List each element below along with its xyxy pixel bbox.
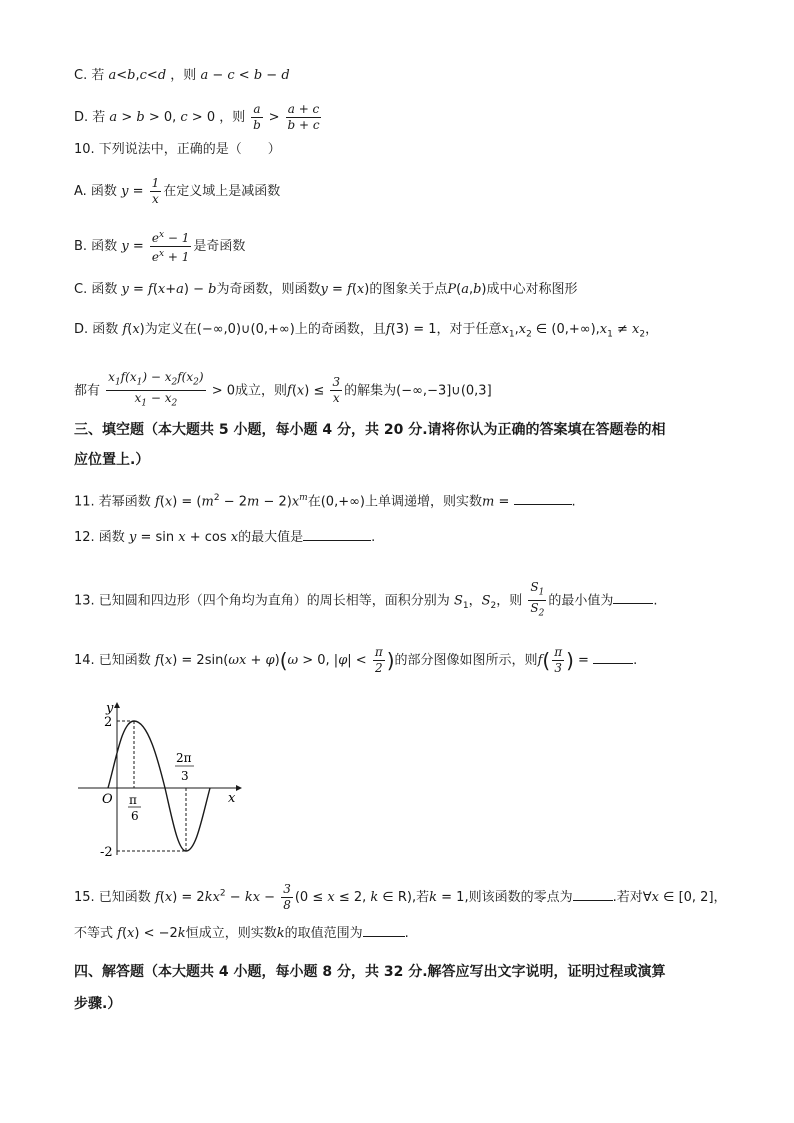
answer-blank-13[interactable]	[613, 591, 653, 604]
answer-blank-15b[interactable]	[363, 924, 405, 937]
y-axis-label: y	[106, 701, 114, 716]
tick-pi-over-6-denominator: 6	[131, 809, 139, 823]
question-10-option-c: C. 函数 y = f(x+a) − b为奇函数，则函数y = f(x)的图象关于点P(a,b)成中心对称图形	[74, 282, 578, 297]
option-c: C. 若 a<b,c<d ，则 a − c < b − d	[74, 68, 290, 83]
option-d: D. 若 a > b > 0, c > 0 ，则 $\frac{a}{b}$ > $\frac{a + c}{b + c}$	[74, 102, 320, 132]
answer-blank-15a[interactable]	[573, 888, 613, 901]
question-15-line2: 不等式 f(x) < −2k恒成立，则实数k的取值范围为 .	[74, 926, 409, 941]
y-axis	[114, 702, 120, 855]
section-4-heading-line2: 步骤.）	[74, 996, 122, 1012]
section-4-heading: 四、解答题（本大题共 4 小题，每小题 8 分，共 32 分.解答应写出文字说明，证明过程或演算	[74, 964, 666, 980]
sine-curve	[108, 721, 210, 851]
x-axis-label: x	[228, 791, 236, 806]
question-12: 12. 函数 y = sin x + cos x的最大值是 .	[74, 530, 376, 545]
question-10-option-d-line2: 都有 $\frac{x_1f(x_1) - x_2f(x_2)}{x_1 - x_2}$ > 0成立，则f(x) ≤ $\frac{3}{x}$ 的解集为(−∞,−3]∪(0,3]	[74, 370, 492, 409]
origin-label: O	[102, 792, 113, 807]
tick-pi-over-6: π	[129, 793, 137, 807]
question-10-stem: 10. 下列说法中，正确的是（ ）	[74, 142, 281, 157]
y-min-label: -2	[100, 845, 113, 860]
question-15: 15. 已知函数 $f(x) = 2kx^2$ − kx − $\frac{3}{8}$ (0 ≤ x ≤ 2, k ∈ R),若k = 1,则该函数的零点为 .若对∀x ∈ [0, 2]，	[74, 882, 727, 912]
question-10-option-d: D. 函数 f(x)为定义在(−∞,0)∪(0,+∞)上的奇函数，且f(3) = 1，对于任意$x_1,x_2$ ∈ $(0,+\infty),x_1 \ne x_2$，	[74, 322, 659, 340]
question-11: 11. 若幂函数 $f(x) = (m^2 - 2m - 2)x^m$在(0,+∞)上单调递增，则实数m = .	[74, 493, 576, 510]
question-13: 13. 已知圆和四边形（四个角均为直角）的周长相等，面积分别为 $S_1$，$S_2$，则 $\frac{S_1}{S_2}$ 的最小值为 .	[74, 580, 658, 619]
tick-2pi-over-3-denominator: 3	[181, 769, 189, 783]
answer-blank-11[interactable]	[514, 492, 572, 505]
question-10-option-a: A. 函数 y = $\frac{1}{x}$ 在定义域上是减函数	[74, 176, 281, 206]
question-10-option-b: B. 函数 y = $\frac{e^x - 1}{e^x + 1}$ 是奇函数	[74, 230, 246, 264]
question-14: 14. 已知函数 f(x) = 2sin(ωx + φ)(ω > 0, |φ| < $\frac{\pi}{2}$ )的部分图像如图所示，则f( $\frac{\pi}{3}$ ) = .	[74, 645, 638, 675]
answer-blank-12[interactable]	[303, 528, 371, 541]
section-3-heading: 三、填空题（本大题共 5 小题，每小题 4 分，共 20 分.请将你认为正确的答案填在答题卷的相	[74, 422, 666, 438]
x-axis	[78, 785, 242, 791]
answer-blank-14[interactable]	[593, 651, 633, 664]
tick-2pi-over-3: 2π	[176, 751, 192, 765]
y-max-label: 2	[104, 715, 113, 730]
section-3-heading-line2: 应位置上.）	[74, 452, 150, 468]
sine-graph	[70, 700, 260, 870]
